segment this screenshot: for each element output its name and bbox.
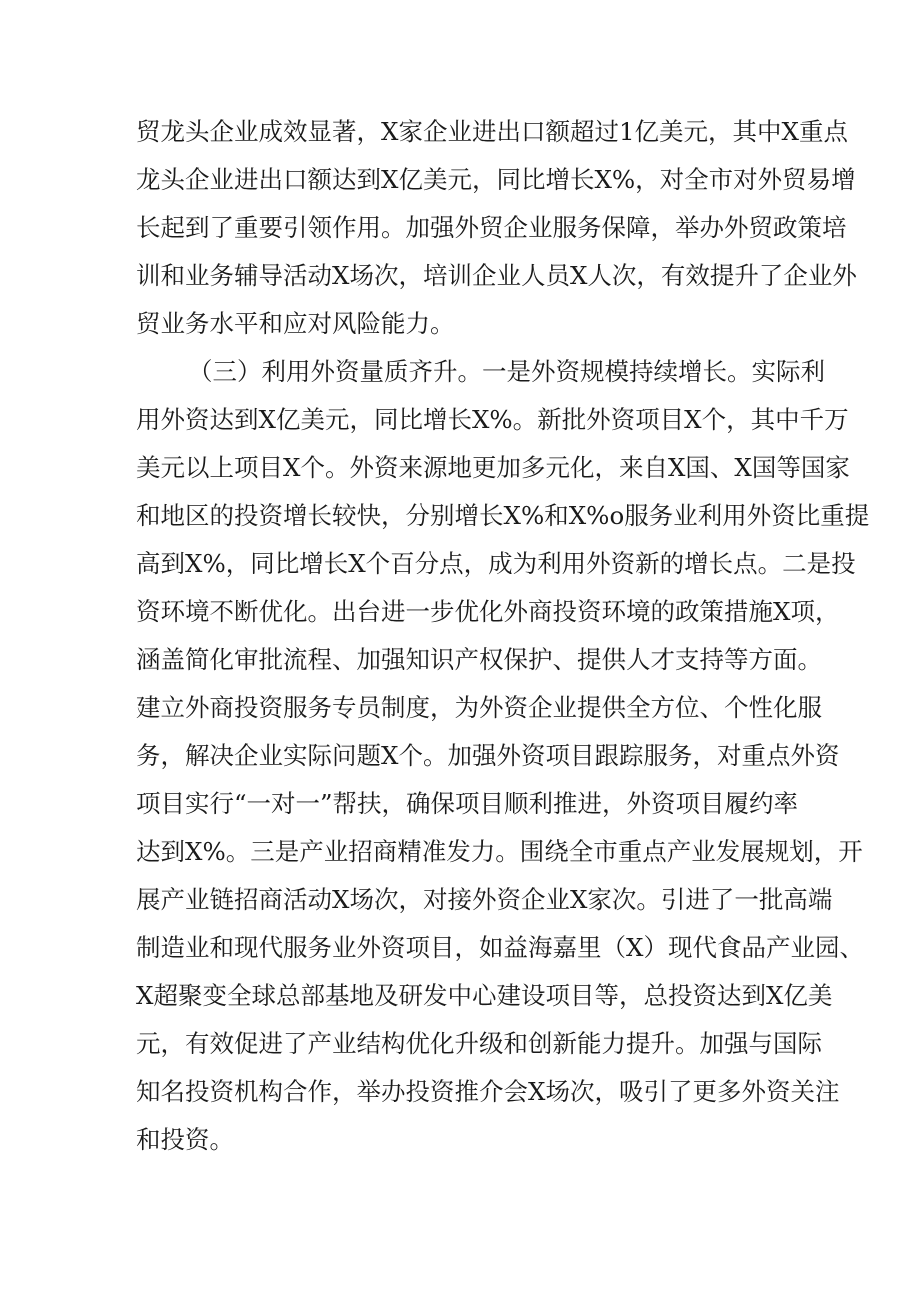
paragraph-line: 美元以上项目X个。外资来源地更加多元化，来自X国、X国等国家 xyxy=(136,453,850,482)
paragraph-line: 展产业链招商活动X场次，对接外资企业X家次。引进了一批高端 xyxy=(136,885,833,914)
paragraph-line: 达到X%。三是产业招商精准发力。围绕全市重点产业发展规划，开 xyxy=(136,837,863,866)
paragraph-line: 贸龙头企业成效显著，X家企业进出口额超过1亿美元，其中X重点 xyxy=(136,117,848,146)
paragraph-line: 用外资达到X亿美元，同比增长X%。新批外资项目X个，其中千万 xyxy=(136,405,849,434)
paragraph-line: 和投资。 xyxy=(136,1125,234,1154)
paragraph-line: 和地区的投资增长较快，分别增长X%和X%o服务业利用外资比重提 xyxy=(136,501,870,530)
paragraph-line: 长起到了重要引领作用。加强外贸企业服务保障，举办外贸政策培 xyxy=(136,213,847,242)
paragraph-line: 务，解决企业实际问题X个。加强外资项目跟踪服务，对重点外资 xyxy=(136,741,840,770)
paragraph-line: 项目实行“一对一”帮扶，确保项目顺利推进，外资项目履约率 xyxy=(136,789,799,818)
paragraph-line: 元，有效促进了产业结构优化升级和创新能力提升。加强与国际 xyxy=(136,1029,822,1058)
paragraph-line: 训和业务辅导活动X场次，培训企业人员X人次，有效提升了企业外 xyxy=(136,261,857,290)
paragraph-line: 贸业务水平和应对风险能力。 xyxy=(136,309,455,338)
paragraph-foreign-investment xyxy=(136,348,870,1164)
paragraph-line: 高到X%，同比增长X个百分点，成为利用外资新的增长点。二是投 xyxy=(136,549,856,578)
paragraph-line: 建立外商投资服务专员制度，为外资企业提供全方位、个性化服 xyxy=(136,693,822,722)
paragraph-line: 制造业和现代服务业外资项目，如益海嘉里（X）现代食品产业园、 xyxy=(136,933,864,962)
paragraph-line: 涵盖简化审批流程、加强知识产权保护、提供人才支持等方面。 xyxy=(136,645,822,674)
paragraph-line: 龙头企业进出口额达到X亿美元，同比增长X%，对全市对外贸易增 xyxy=(136,165,856,194)
paragraph-line: 资环境不断优化。出台进一步优化外商投资环境的政策措施X项， xyxy=(136,597,840,626)
paragraph-line: （三）利用外资量质齐升。一是外资规模持续增长。实际利 xyxy=(188,357,825,386)
paragraph-line: 知名投资机构合作，举办投资推介会X场次，吸引了更多外资关注 xyxy=(136,1077,840,1106)
paragraph-foreign-trade xyxy=(136,108,857,348)
paragraph-line: X超聚变全球总部基地及研发中心建设项目等，总投资达到X亿美 xyxy=(136,981,833,1010)
